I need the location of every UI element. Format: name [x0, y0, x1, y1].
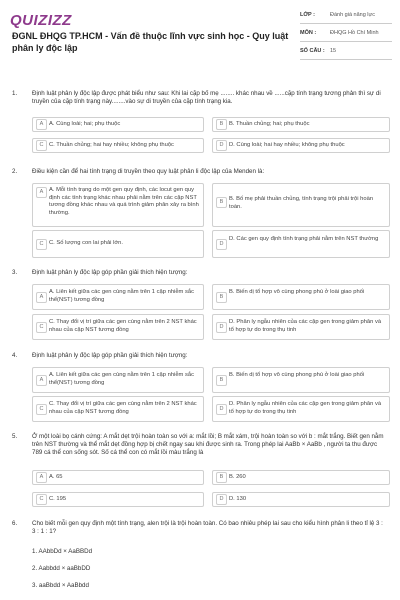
option-letter: D — [216, 494, 227, 505]
option-letter: A — [36, 375, 47, 386]
question-number: 6. — [12, 520, 18, 527]
worksheet-title: ĐGNL ĐHQG TP.HCM - Vấn đề thuộc lĩnh vực sinh học - Quy luật phân ly độc lập — [12, 31, 289, 53]
question-number: 1. — [12, 90, 18, 97]
option-letter: C — [36, 239, 47, 250]
meta-key: SỐ CÂU : — [300, 48, 325, 54]
question-number: 3. — [12, 269, 18, 276]
question-text: Ở một loài bọ cánh cứng: A mắt dẹt trội hoàn toàn so với a: mắt lồi; B mắt xám, trội hoàn toàn so với b : mắt trắng. Biết gen nằm trên NST thường và thể mắt dẹt đồng hợp bị chết ngay sau khi được sinh ra. Trong phép lai AaBb × AaBb , người ta thu được 789 cá thể con sống sót. Số cá thể con có mắt lồi màu trắng là — [32, 433, 384, 456]
option-b[interactable] — [212, 470, 390, 485]
question-text: Điều kiện cần để hai tính trạng di truyền theo quy luật phân li độc lập của Menden là: — [32, 168, 265, 175]
question-text: Định luật phân ly độc lập góp phần giải thích hiện tượng: — [32, 269, 188, 276]
option-a[interactable] — [32, 367, 204, 393]
option-letter: C — [36, 140, 47, 151]
option-letter: A — [36, 187, 47, 198]
option-text: A. Mỗi tính trạng do một gen quy định, các locut gen quy định các tính trạng khác nhau phải nằm trên các cặp NST tương đồng khác nhau và quá trình giảm phân xảy ra bình thường. — [49, 187, 199, 216]
meta-row-class — [300, 6, 392, 24]
option-a[interactable] — [32, 183, 204, 227]
option-letter: B — [216, 472, 227, 483]
option-b[interactable] — [212, 367, 390, 393]
meta-value: ĐHQG Hồ Chí Minh — [330, 30, 379, 36]
question-number: 2. — [12, 168, 18, 175]
option-a[interactable] — [32, 284, 204, 310]
option-letter: C — [36, 322, 47, 333]
option-letter: D — [216, 239, 227, 250]
option-text: B. 260 — [229, 474, 246, 480]
option-text: B. Biến dị tổ hợp vô cùng phong phú ở loài giao phối — [229, 372, 365, 378]
option-c[interactable] — [32, 492, 204, 507]
option-b[interactable] — [212, 284, 390, 310]
option-text: A. Liên kết giữa các gen cùng nằm trên 1 cặp nhiễm sắc thể(NST) tương đồng — [49, 289, 195, 303]
option-text: C. Thuần chủng; hai hay nhiều; không phụ thuộc — [49, 142, 174, 148]
option-c[interactable] — [32, 230, 204, 258]
option-text: A. 65 — [49, 474, 63, 480]
option-letter: B — [216, 119, 227, 130]
meta-key: MÔN : — [300, 30, 317, 36]
option-text: C. 195 — [49, 496, 67, 502]
option-text: C. Thay đổi vị trí giữa các gen cùng nằm trên 2 NST khác nhau của cặp NST tương đồng — [49, 401, 197, 415]
meta-row-question-count — [300, 42, 392, 60]
option-letter: A — [36, 119, 47, 130]
quizizz-logo: QUIZIZZ — [10, 12, 72, 29]
option-text: C. Số lượng con lai phải lớn. — [49, 240, 123, 246]
option-d[interactable] — [212, 138, 390, 153]
question-number: 5. — [12, 433, 18, 440]
option-c[interactable] — [32, 138, 204, 153]
option-d[interactable] — [212, 314, 390, 340]
option-text: B. Thuần chủng; hai; phụ thuộc — [229, 121, 310, 127]
option-letter: B — [216, 375, 227, 386]
option-text: B. Bố mẹ phải thuần chủng, tính trạng trội phải trội hoàn toàn. — [229, 196, 374, 210]
option-text: A. Liên kết giữa các gen cùng nằm trên 1 cặp nhiễm sắc thể(NST) tương đồng — [49, 372, 195, 386]
option-letter: C — [36, 494, 47, 505]
option-letter: D — [216, 404, 227, 415]
option-letter: D — [216, 322, 227, 333]
meta-row-subject — [300, 24, 392, 42]
option-c[interactable] — [32, 396, 204, 422]
meta-value: Đánh giá năng lực — [330, 12, 375, 18]
option-a[interactable] — [32, 117, 204, 132]
option-c[interactable] — [32, 314, 204, 340]
option-b[interactable] — [212, 183, 390, 227]
option-d[interactable] — [212, 396, 390, 422]
listed-cross-1: 1. AAbbDd × AaBBDd — [32, 548, 93, 555]
option-text: D. 130 — [229, 496, 247, 502]
option-letter: B — [216, 292, 227, 303]
option-text: D. Cùng loài; hai hay nhiều; không phụ thuộc — [229, 142, 345, 148]
option-a[interactable] — [32, 470, 204, 485]
option-text: D. Phân ly ngẫu nhiên của các cặp gen trong giảm phân và tổ hợp tự do trong thụ tinh — [229, 319, 382, 333]
option-text: A. Cùng loài; hai; phụ thuộc — [49, 121, 121, 127]
question-text: Định luật phân ly độc lập được phát biểu như sau: Khi lai cặp bố mẹ ........ khác nhau về ......cặp tính trạng tương phản thì sự di truyền của cặp tính trạng này........vào sự di truyền của cặp tính trạng kia. — [32, 90, 381, 105]
option-text: D. Phân ly ngẫu nhiên của các cặp gen trong giảm phân và tổ hợp tự do trong thụ tinh — [229, 401, 382, 415]
option-letter: B — [216, 197, 227, 208]
question-number: 4. — [12, 352, 18, 359]
listed-cross-3: 3. aaBbdd × AaBbdd — [32, 582, 89, 589]
option-letter: D — [216, 140, 227, 151]
question-text: Cho biết mỗi gen quy định một tính trạng, alen trội là trội hoàn toàn. Có bao nhiêu phép lai sau cho kiểu hình phân li theo tỉ lệ 3 : 3 : 1 : 1? — [32, 520, 383, 535]
worksheet-meta — [300, 6, 392, 60]
question-text: Định luật phân ly độc lập góp phần giải thích hiện tượng: — [32, 352, 188, 359]
listed-cross-2: 2. Aabbdd × aaBbDD — [32, 565, 91, 572]
option-letter: C — [36, 404, 47, 415]
option-text: C. Thay đổi vị trí giữa các gen cùng nằm trên 2 NST khác nhau của cặp NST tương đồng — [49, 319, 197, 333]
option-b[interactable] — [212, 117, 390, 132]
option-letter: A — [36, 292, 47, 303]
option-letter: A — [36, 472, 47, 483]
meta-key: LỚP : — [300, 12, 315, 18]
option-d[interactable] — [212, 492, 390, 507]
option-d[interactable] — [212, 230, 390, 258]
meta-value: 15 — [330, 48, 337, 54]
option-text: B. Biến dị tổ hợp vô cùng phong phú ở loài giao phối — [229, 289, 365, 295]
option-text: D. Các gen quy định tính trạng phải nằm trên NST thường — [229, 236, 379, 242]
